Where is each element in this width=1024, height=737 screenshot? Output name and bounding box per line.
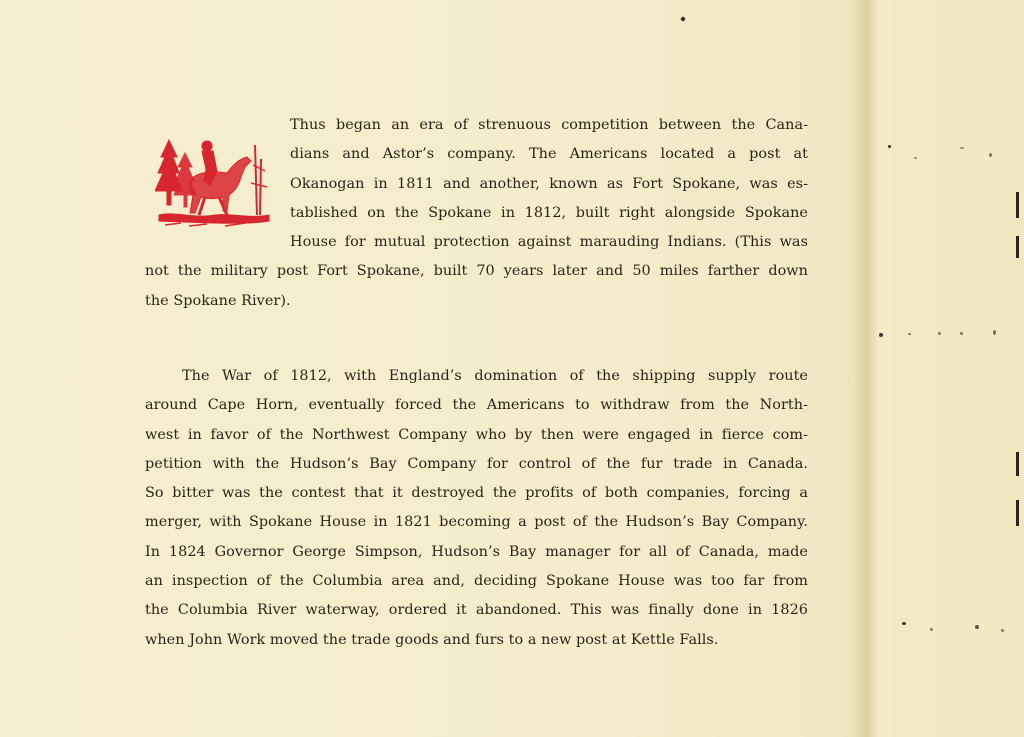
paper-speck bbox=[902, 622, 906, 625]
paragraph-1 bbox=[145, 111, 808, 316]
paper-speck bbox=[938, 332, 941, 335]
facing-page-edge bbox=[877, 0, 1024, 737]
text-line: around Cape Horn, eventually forced the Americans to withdraw from the North- bbox=[145, 397, 808, 414]
paper-speck bbox=[879, 333, 883, 337]
text-line: dians and Astor’s company. The Americans located a post at bbox=[290, 146, 808, 163]
text-line: The War of 1812, with England’s domination of the shipping supply route bbox=[182, 368, 808, 384]
text-line: petition with the Hudson’s Bay Company for control of the fur trade in Canada. bbox=[145, 455, 808, 472]
paper-speck bbox=[975, 625, 979, 629]
text-line: In 1824 Governor George Simpson, Hudson’s Bay manager for all of Canada, made bbox=[145, 543, 808, 560]
text-line: west in favor of the Northwest Company who by then were engaged in fierce com- bbox=[145, 426, 808, 443]
text-line: the Columbia River waterway, ordered it abandoned. This was finally done in 1826 bbox=[145, 602, 808, 619]
paper-speck bbox=[989, 153, 992, 157]
text-line: So bitter was the contest that it destroyed the profits of both companies, forcing a bbox=[145, 485, 808, 502]
paper-speck bbox=[960, 332, 963, 335]
page-fold bbox=[855, 0, 877, 737]
paper-speck bbox=[908, 333, 911, 335]
text-line: the Spokane River). bbox=[145, 292, 291, 309]
staple-mark bbox=[1016, 500, 1019, 526]
paper-speck bbox=[1001, 629, 1004, 632]
paper-speck bbox=[680, 16, 685, 21]
text-line: tablished on the Spokane in 1812, built right alongside Spokane bbox=[290, 204, 808, 221]
staple-mark bbox=[1016, 192, 1019, 218]
text-line: Thus began an era of strenuous competition between the Cana- bbox=[290, 117, 808, 133]
paragraph-2 bbox=[145, 362, 808, 655]
text-line: an inspection of the Columbia area and, deciding Spokane House was too far from bbox=[145, 573, 808, 590]
paper-speck bbox=[888, 145, 891, 148]
staple-mark bbox=[1016, 236, 1019, 258]
text-line: merger, with Spokane House in 1821 becoming a post of the Hudson’s Bay Company. bbox=[145, 514, 808, 531]
text-line: House for mutual protection against marauding Indians. (This was bbox=[290, 234, 808, 251]
staple-mark bbox=[1016, 452, 1019, 476]
text-line: Okanogan in 1811 and another, known as Fort Spokane, was es- bbox=[290, 175, 808, 192]
paper-speck bbox=[960, 147, 964, 149]
text-line: not the military post Fort Spokane, built 70 years later and 50 miles farther down bbox=[145, 263, 808, 280]
paper-speck bbox=[930, 628, 933, 631]
paper-speck bbox=[914, 157, 917, 159]
paper-speck bbox=[993, 330, 996, 335]
text-line: when John Work moved the trade goods and furs to a new post at Kettle Falls. bbox=[145, 631, 719, 648]
